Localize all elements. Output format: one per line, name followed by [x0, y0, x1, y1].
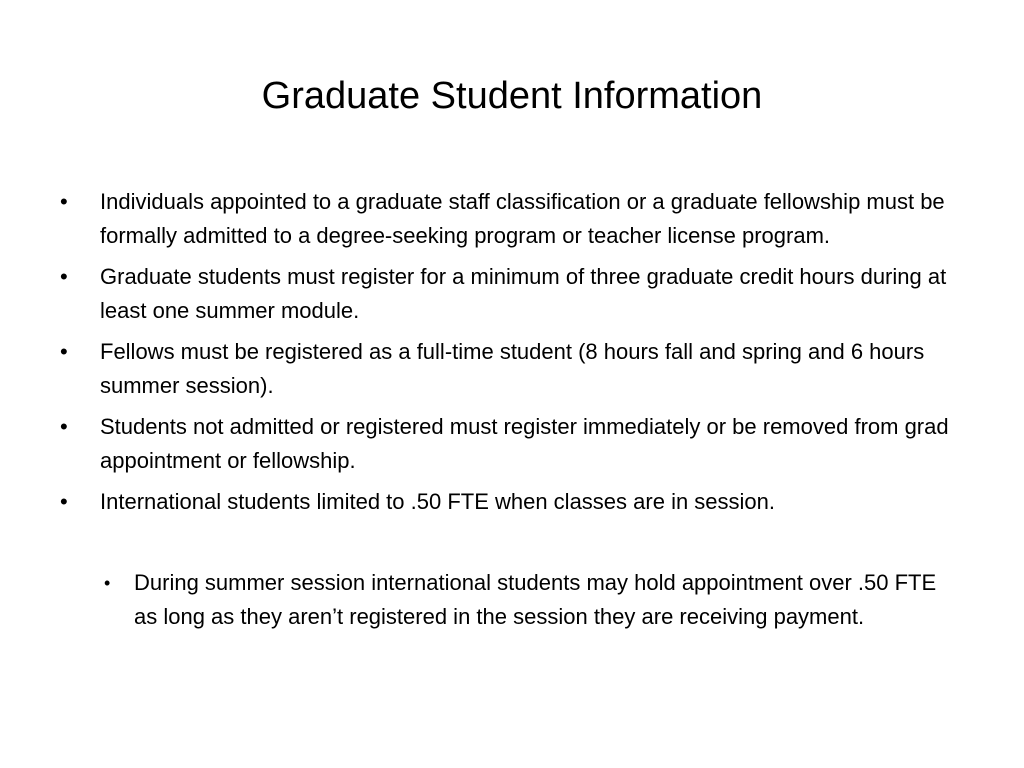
bullet-text: Graduate students must register for a minimum of three graduate credit hours during at least one summer module.: [100, 264, 947, 323]
bullet-dot-icon: •: [60, 414, 68, 439]
bullet-text: Fellows must be registered as a full-time student (8 hours fall and spring and 6 hours summer session).: [100, 339, 925, 398]
sub-bullet-dot-icon: •: [104, 573, 111, 593]
bullet-text: International students limited to .50 FTE when classes are in session.: [100, 489, 776, 514]
sub-bullet-text: During summer session international students may hold appointment over .50 FTE as long as they aren’t registered in the session they are receiving payment.: [134, 570, 937, 629]
sub-bullet-list: [60, 566, 960, 634]
bullet-dot-icon: •: [60, 489, 68, 514]
bullet-list: [60, 185, 960, 519]
bullet-text: Individuals appointed to a graduate staff classification or a graduate fellowship must be formally admitted to a degree-seeking program or teacher license program.: [100, 189, 945, 248]
bullet-item-3: [60, 335, 960, 403]
bullet-item-5: [60, 485, 960, 519]
bullet-dot-icon: •: [60, 339, 68, 364]
bullet-item-2: [60, 260, 960, 328]
bullet-item-1: [60, 185, 960, 253]
sub-bullet-item-1: [60, 566, 960, 634]
bullet-dot-icon: •: [60, 189, 68, 214]
bullet-text: Students not admitted or registered must register immediately or be removed from grad appointment or fellowship.: [100, 414, 949, 473]
slide-title: Graduate Student Information: [261, 75, 763, 117]
bullet-item-4: [60, 410, 960, 478]
bullet-dot-icon: •: [60, 264, 68, 289]
